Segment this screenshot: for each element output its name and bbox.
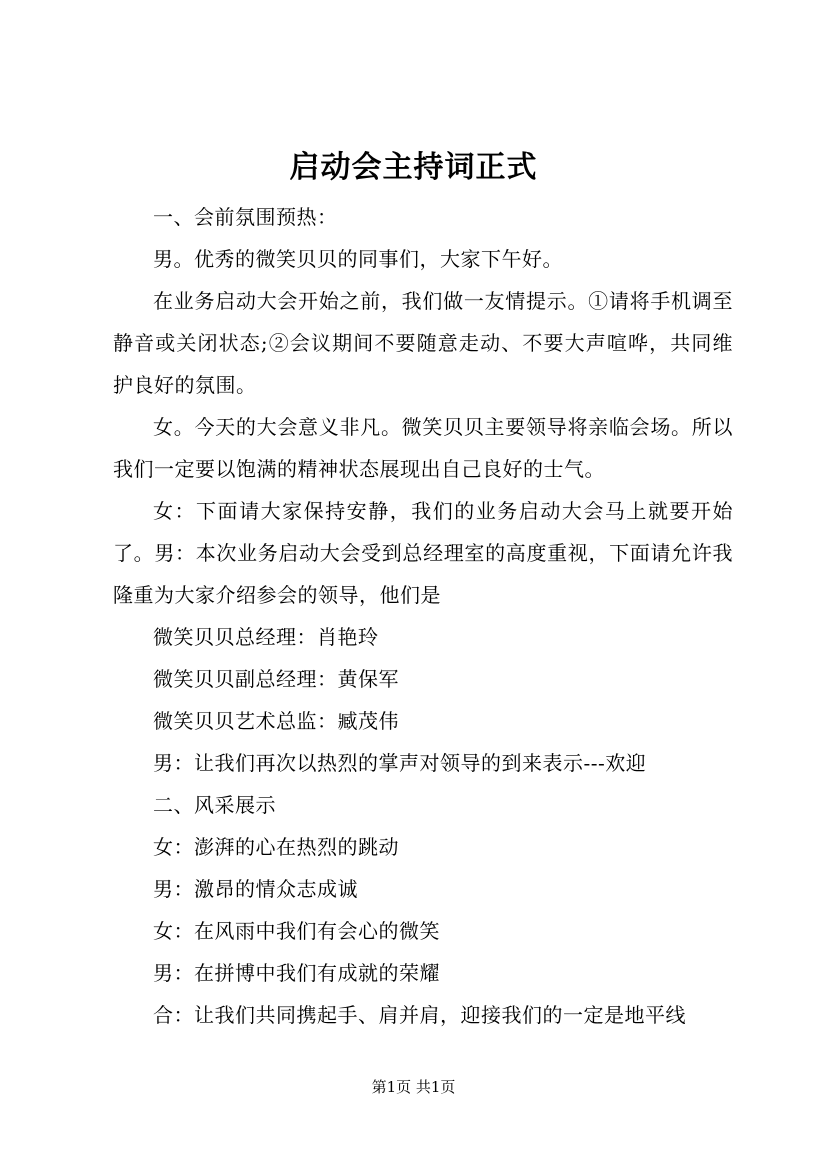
paragraph-leader-1: 微笑贝贝总经理：肖艳玲 — [153, 625, 379, 649]
paragraph-line-4: 男：在拼博中我们有成就的荣耀 — [153, 961, 440, 985]
paragraph-greeting: 男。优秀的微笑贝贝的同事们，大家下午好。 — [153, 247, 563, 271]
paragraph-section-2-heading: 二、风采展示 — [153, 793, 276, 817]
page-footer: 第1页 共1页 — [371, 1078, 456, 1096]
paragraph-welcome: 男：让我们再次以热烈的掌声对领导的到来表示---欢迎 — [153, 751, 647, 775]
paragraph-significance: 女。今天的大会意义非凡。微笑贝贝主要领导将亲临会场。所以我们一定要以饱满的精神状态展现出自己良好的士气。 — [113, 415, 733, 481]
paragraph-line-2: 男：激昂的情众志成诚 — [153, 877, 358, 901]
paragraph-line-1: 女：澎湃的心在热烈的跳动 — [153, 835, 399, 859]
document-body — [113, 196, 733, 1036]
paragraph-line-5: 合：让我们共同携起手、肩并肩，迎接我们的一定是地平线 — [153, 1003, 686, 1027]
paragraph-line-3: 女：在风雨中我们有会心的微笑 — [153, 919, 440, 943]
paragraph-notice: 在业务启动大会开始之前，我们做一友情提示。①请将手机调至静音或关闭状态;②会议期间不要随意走动、不要大声喧哗，共同维护良好的氛围。 — [113, 289, 733, 397]
paragraph-leader-3: 微笑贝贝艺术总监：臧茂伟 — [153, 709, 399, 733]
document-title: 启动会主持词正式 — [289, 150, 538, 185]
paragraph-introduction: 女：下面请大家保持安静，我们的业务启动大会马上就要开始了。男：本次业务启动大会受到总经理室的高度重视，下面请允许我隆重为大家介绍参会的领导，他们是 — [113, 499, 733, 607]
paragraph-leader-2: 微笑贝贝副总经理：黄保军 — [153, 667, 399, 691]
paragraph-section-1-heading: 一、会前氛围预热： — [153, 205, 338, 229]
